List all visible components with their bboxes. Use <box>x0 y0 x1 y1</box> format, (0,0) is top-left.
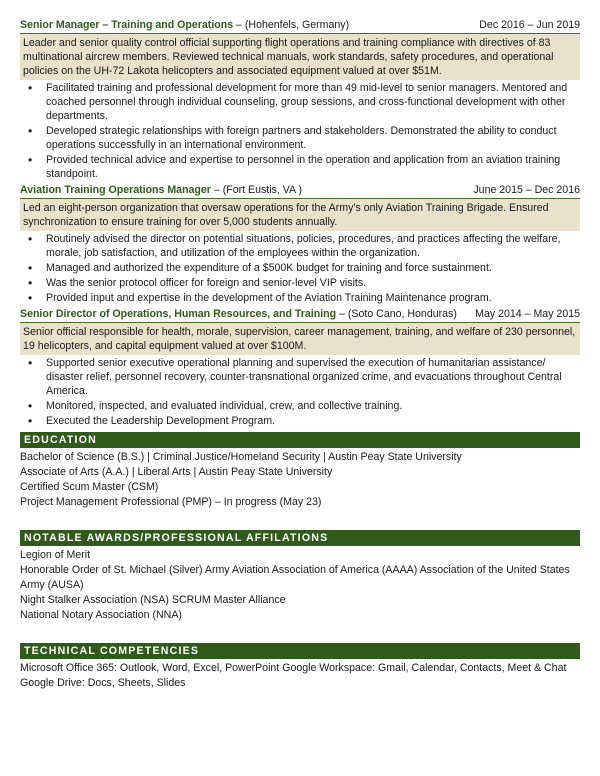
job-location: (Fort Eustis, VA ) <box>222 184 302 196</box>
job-location: (Soto Cano, Honduras) <box>347 308 457 320</box>
awards-heading: NOTABLE AWARDS/PROFESSIONAL AFFILATIONS <box>20 530 580 546</box>
list-item: Honorable Order of St. Michael (Silver) Army Aviation Association of America (AAAA) Association of the United States Army (AUSA) <box>20 564 570 591</box>
list-item: • Provided technical advice and expertise to personnel in the operation and application from an aviation training standpoint. <box>46 153 580 181</box>
list-item: • Managed and authorized the expenditure of a $500K budget for training and force sustainment. <box>46 261 580 275</box>
list-item: • Executed the Leadership Development Program. <box>46 414 580 428</box>
list-item: National Notary Association (NNA) <box>20 609 182 621</box>
job-bullets <box>20 232 580 305</box>
list-item: • Provided input and expertise in the development of the Aviation Training Maintenance program. <box>46 291 580 305</box>
job-summary: Senior official responsible for health, morale, supervision, career management, training, and welfare of 230 personnel, 19 helicopters, and capital equipment valued at over $100M. <box>20 323 580 355</box>
list-item: • Developed strategic relationships with foreign partners and stakeholders. Demonstrated the ability to conduct operations successfully in an international environment. <box>46 124 580 152</box>
list-item: • Monitored, inspected, and evaluated individual, crew, and collective training. <box>46 399 580 413</box>
list-item: • Supported senior executive operational planning and supervised the execution of humanitarian assistance/ disaster relief, personnel recovery, counter-transnational organized crime, and evacuations throughout Central America. <box>46 356 580 398</box>
job-title: Senior Director of Operations, Human Resources, and Training <box>20 308 337 320</box>
job-location: (Hohenfels, Germany) <box>244 19 350 31</box>
list-item: • Facilitated training and professional development for more than 49 mid-level to senior managers. Mentored and coached personnel through individual counseling, group sessions, and cross-functional development with other departments. <box>46 81 580 123</box>
job-header: Senior Director of Operations, Human Resources, and Training – (Soto Cano, Honduras) May 2014 – May 2015 <box>20 307 580 323</box>
technical-heading: TECHNICAL COMPETENCIES <box>20 643 580 659</box>
job-entry <box>20 307 580 428</box>
education-heading: EDUCATION <box>20 432 580 448</box>
list-item: Certified Scum Master (CSM) <box>20 481 159 493</box>
job-dates: Dec 2016 – Jun 2019 <box>479 19 580 31</box>
job-header: Aviation Training Operations Manager – (Fort Eustis, VA ) June 2015 – Dec 2016 <box>20 183 580 199</box>
education-list <box>20 450 580 510</box>
job-dates: May 2014 – May 2015 <box>475 308 580 320</box>
list-item: Night Stalker Association (NSA) SCRUM Master Alliance <box>20 594 286 606</box>
list-item: Associate of Arts (A.A.) | Liberal Arts | Austin Peay State University <box>20 466 333 478</box>
job-bullets <box>20 356 580 428</box>
job-summary: Leader and senior quality control official supporting flight operations and training compliance with directives of 83 multinational aircrew members. Reviewed technical manuals, work standards, safety procedures, and operational policies on the UH-72 Lakota helicopters and associated equipment valued at over $51M. <box>20 34 580 80</box>
list-item: Microsoft Office 365: Outlook, Word, Excel, PowerPoint Google Workspace: Gmail, Calendar, Contacts, Meet & Chat Google Drive: Docs, Sheets, Slides <box>20 662 567 689</box>
job-title: Aviation Training Operations Manager <box>20 184 211 196</box>
awards-list <box>20 548 580 623</box>
job-entry <box>20 18 580 181</box>
job-entry <box>20 183 580 305</box>
job-header: Senior Manager – Training and Operations – (Hohenfels, Germany) Dec 2016 – Jun 2019 <box>20 18 580 34</box>
list-item: • Was the senior protocol officer for foreign and senior-level VIP visits. <box>46 276 580 290</box>
list-item: Project Management Professional (PMP) – In progress (May 23) <box>20 496 322 508</box>
job-bullets <box>20 81 580 181</box>
list-item: • Routinely advised the director on potential situations, policies, procedures, and practices affecting the welfare, morale, job satisfaction, and utilization of the employees within the organization. <box>46 232 580 260</box>
list-item: Legion of Merit <box>20 549 91 561</box>
job-summary: Led an eight-person organization that oversaw operations for the Army’s only Aviation Training Brigade. Ensured synchronization to ensure training for over 5,000 students annually. <box>20 199 580 231</box>
technical-list <box>20 661 580 691</box>
job-title: Senior Manager – Training and Operations <box>20 19 234 31</box>
job-dates: June 2015 – Dec 2016 <box>473 184 580 196</box>
list-item: Bachelor of Science (B.S.) | Criminal Justice/Homeland Security | Austin Peay State University <box>20 451 462 463</box>
